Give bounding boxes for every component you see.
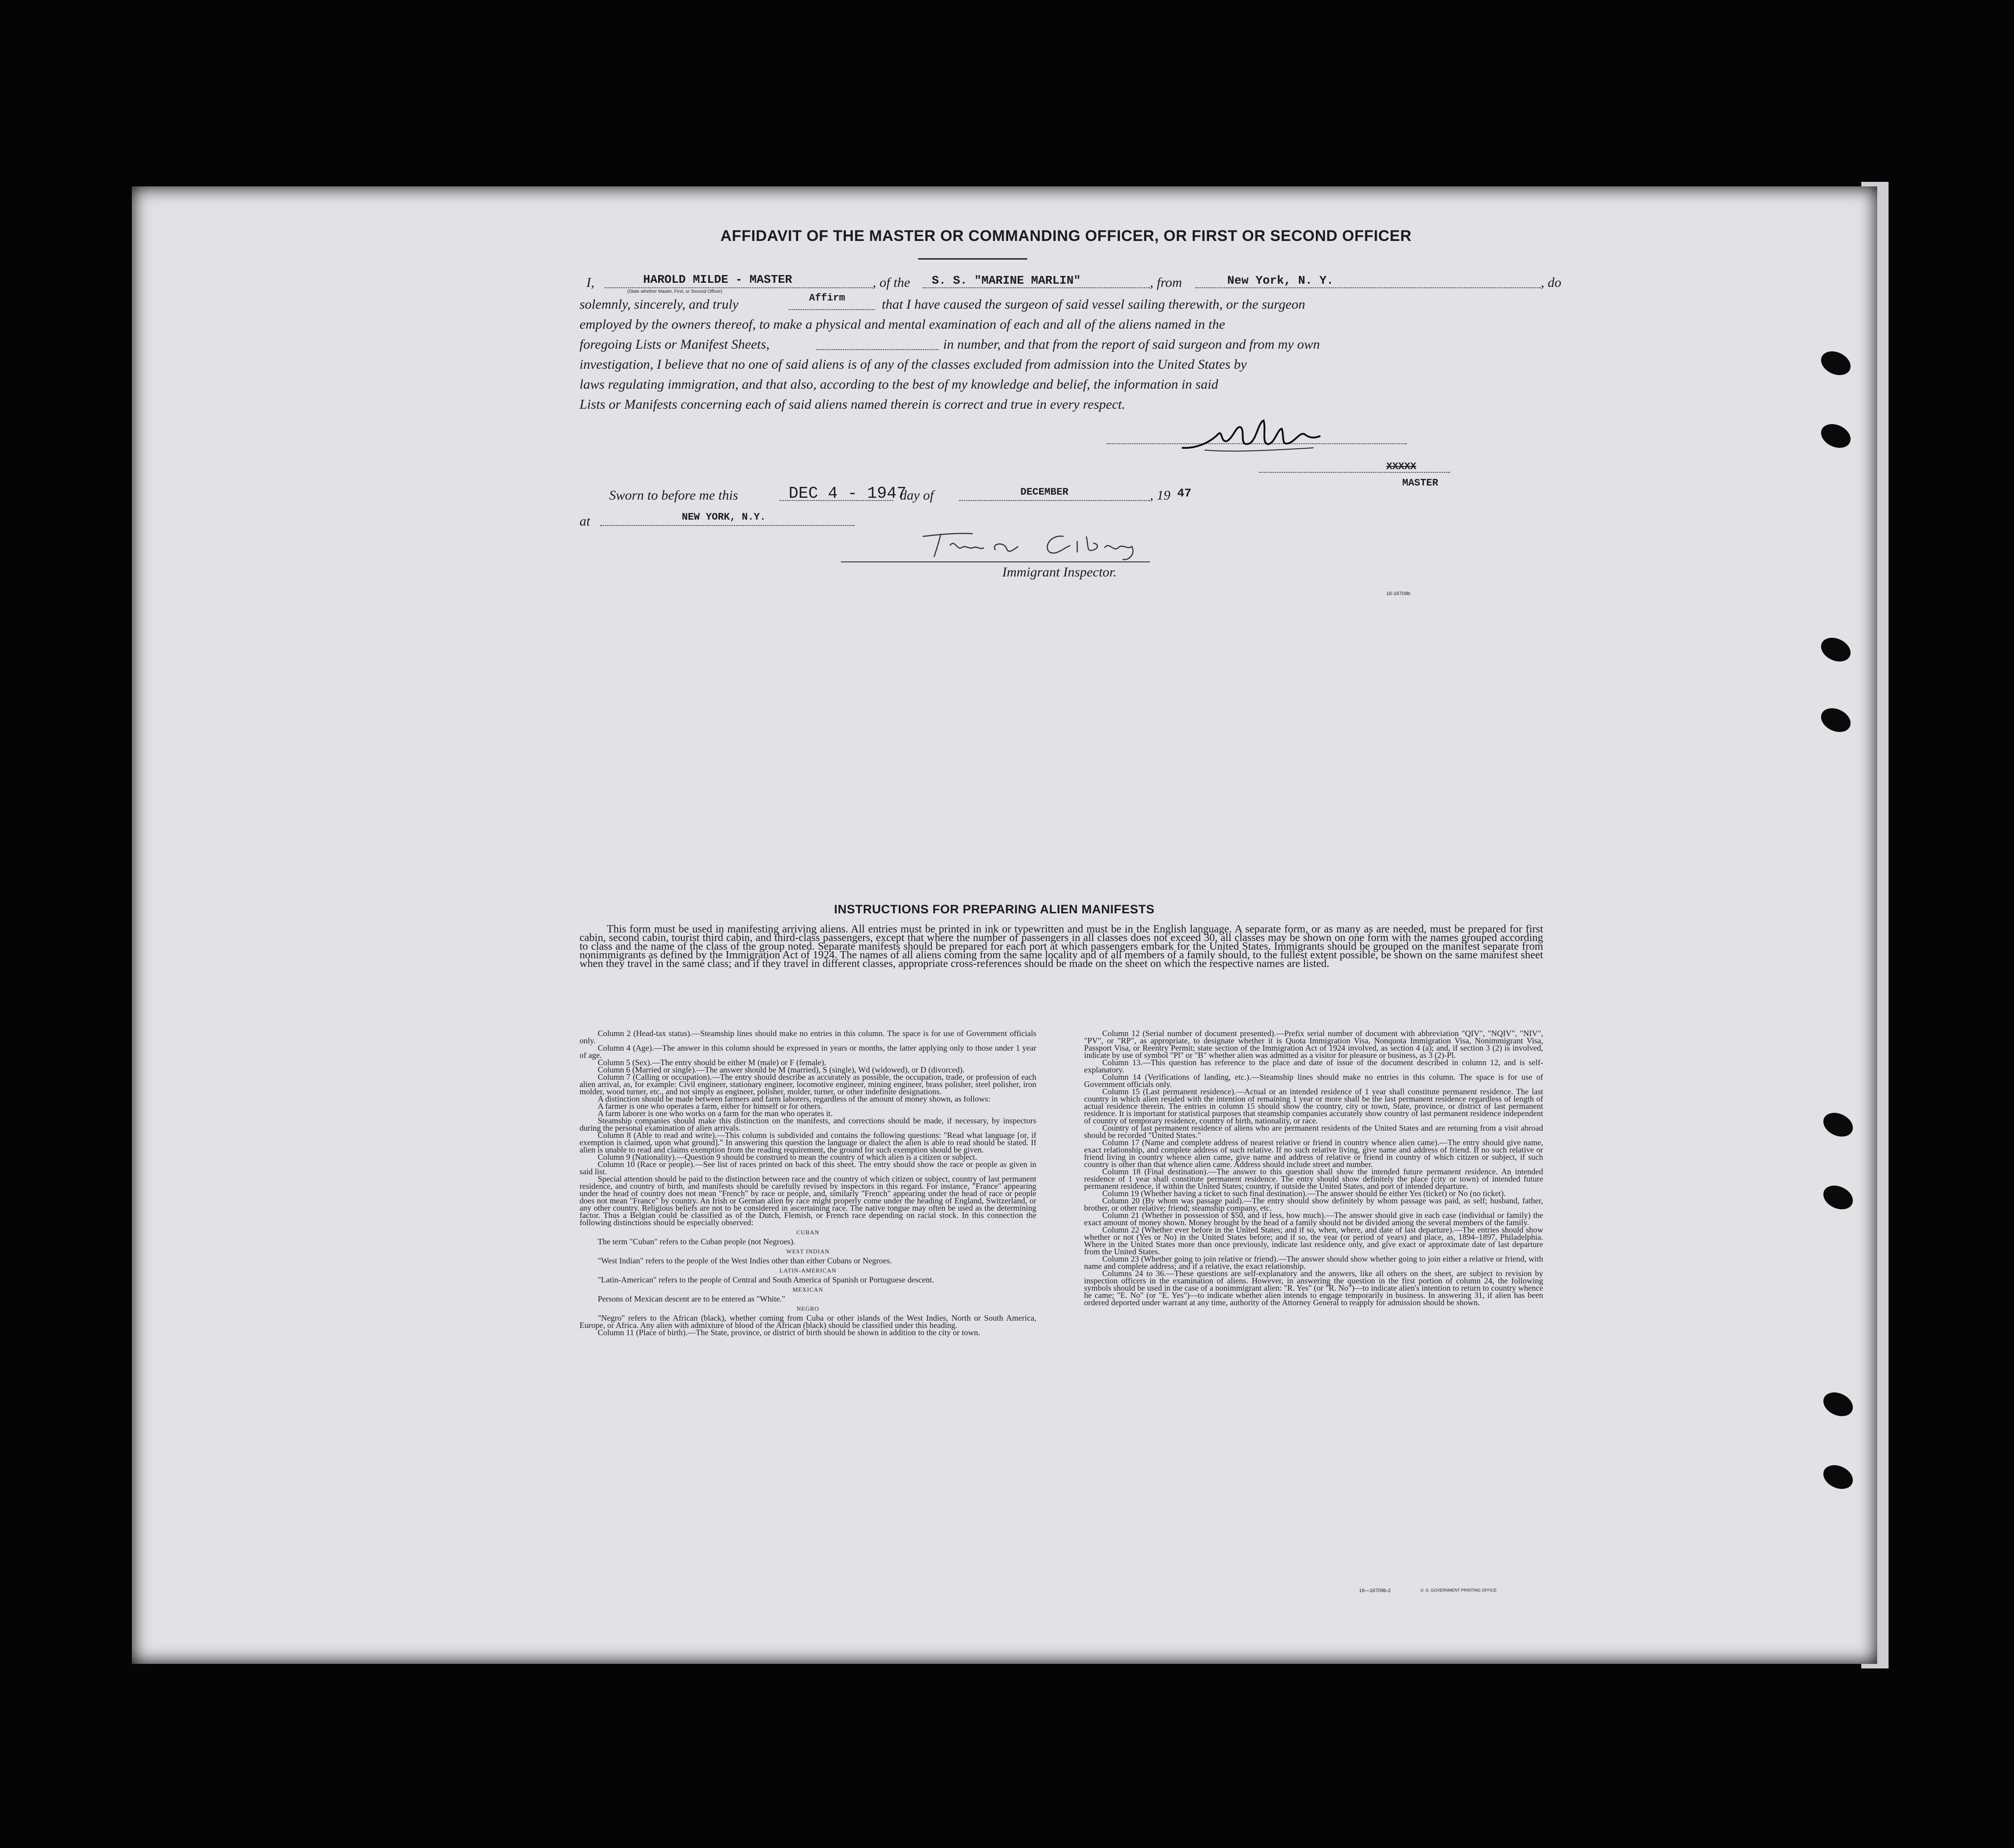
- right-paragraph: Column 14 (Verifications of landing, etc.).—Steamship lines should make no entries in this column. The space is for use of Government officials only.: [1084, 1072, 1543, 1089]
- left-paragraph: Special attention should be paid to the distinction between race and the country of which citizen or subject, country of last permanent residence, and country of birth, and manifests should be carefully revised by inspectors in this regard. For instance, "France" appearing under the head of country does not mean "French" by race or people, and, similarly "French" appearing under the head of race or people does not mean "France" by country. An Irish or German alien by race might properly come under the heading of England, Switzerland, or any other country. Religious beliefs are not to be considered in ascertaining race. The native tongue may often be used as the determining factor. Thus a Belgian could be classified as of the Dutch, Flemish, or French race depending on racial stock. In this connection the following distinctions should be especially observed:: [580, 1174, 1036, 1227]
- affidavit-line-4a: foregoing Lists or Manifest Sheets,: [580, 337, 770, 352]
- year-suffix: 47: [1177, 486, 1192, 500]
- left-paragraph: Column 9 (Nationality).—Question 9 should be construed to mean the country of which alien is a citizen or subject.: [598, 1152, 977, 1162]
- left-paragraph: Column 11 (Place of birth).—The State, province, or district of birth should be shown in addition to the city or town.: [598, 1328, 980, 1337]
- instructions-right-column: [1084, 1030, 1543, 1306]
- instructions-title: INSTRUCTIONS FOR PREPARING ALIEN MANIFESTS: [834, 902, 1155, 916]
- affidavit-line-5: investigation, I believe that no one of said aliens is of any of the classes excluded from admission into the United States by: [580, 357, 1247, 372]
- left-paragraph: Column 6 (Married or single).—The answer should be M (married), S (single), Wd (widowed), or D (divorced).: [598, 1065, 965, 1074]
- footer-code: 16—16709b-2: [1359, 1588, 1391, 1593]
- left-paragraph: Column 10 (Race or people).—See list of races printed on back of this sheet. The entry should show the race or people as given in said list.: [580, 1160, 1036, 1176]
- group-text: "West Indian" refers to the people of the West Indies other than either Cubans or Negroes.: [598, 1256, 892, 1265]
- from-label: , from: [1150, 275, 1182, 290]
- do-label: , do: [1541, 275, 1561, 290]
- month-value: DECEMBER: [1020, 486, 1069, 498]
- left-paragraph: Column 7 (Calling or occupation).—The entry should describe as accurately as possible, the occupation, trade, or profession of each alien arrival, as, for example: Civil engineer, stationary engineer, locomotive engineer, mining engineer, brass polisher, steel polisher, iron molder, wood turner, etc., and not simply as engineer, polisher, molder, turner, or other indefinite designations.: [580, 1072, 1036, 1096]
- month-line: [959, 500, 1150, 501]
- form-code: 16-16709b: [1386, 591, 1410, 596]
- vessel-line: [923, 287, 1150, 288]
- right-paragraph: Column 18 (Final destination).—The answer to this question shall show the intended future permanent residence. An intended residence of 1 year shall constitute permanent residence. The entry should show definitely the place (city or town) of intended future permanent residence, if within the United States; country, if outside the United States, and port of intended departure.: [1084, 1167, 1543, 1191]
- left-paragraph: A farm laborer is one who works on a farm for the man who operates it.: [598, 1109, 833, 1118]
- of-the-label: , of the: [873, 275, 910, 290]
- group-text: The term "Cuban" refers to the Cuban people (not Negroes).: [598, 1237, 795, 1246]
- officer-line: [605, 287, 873, 288]
- struck-title: XXXXX: [1386, 461, 1417, 472]
- right-paragraph: Column 19 (Whether having a ticket to such final destination).—The answer should be either Yes (ticket) or No (no ticket).: [1102, 1189, 1506, 1198]
- affirm-value: Affirm: [809, 292, 845, 304]
- right-paragraph: Column 21 (Whether in possession of $50, and if less, how much).—The answer should give in each case (individual or family) the exact amount of money shown. Money brought by the head of a family should not be divided among the several members of the family.: [1084, 1211, 1543, 1227]
- title-rule: [918, 258, 1027, 260]
- right-paragraph: Column 23 (Whether going to join relative or friend).—The answer should show whether going to join either a relative or friend, with name and complete address; and if a relative, the exact relationship.: [1084, 1254, 1543, 1271]
- inspector-line: [841, 561, 1150, 562]
- affirm-line: [789, 309, 875, 310]
- affidavit-line-3: employed by the owners thereof, to make a physical and mental examination of each and all of the aliens named in the: [580, 317, 1225, 332]
- group-heading: NEGRO: [796, 1305, 820, 1312]
- group-text: "Negro" refers to the African (black), whether coming from Cuba or other islands of the West Indies, North or South America, Europe, or Africa. Any alien with admixture of blood of the African (black) should be classified under this heading.: [580, 1313, 1036, 1330]
- right-paragraph: Column 13.—This question has reference to the place and date of issue of the document described in column 12, and is self-explanatory.: [1084, 1058, 1543, 1074]
- left-paragraph: Column 4 (Age).—The answer in this column should be expressed in years or months, the latter applying only to those under 1 year of age.: [580, 1043, 1036, 1060]
- affidavit-line-2: that I have caused the surgeon of said vessel sailing therewith, or the surgeon: [882, 297, 1305, 312]
- sworn-label: Sworn to before me this: [609, 488, 738, 503]
- year-prefix: , 19: [1150, 488, 1170, 503]
- left-paragraph: A farmer is one who operates a farm, either for himself or for others.: [598, 1102, 823, 1111]
- vessel-name: S. S. "MARINE MARLIN": [932, 274, 1081, 287]
- solemnly-label: solemnly, sincerely, and truly: [580, 297, 739, 312]
- port-line: [1195, 287, 1541, 288]
- title-line: [1259, 472, 1450, 473]
- place-value: NEW YORK, N.Y.: [682, 511, 766, 523]
- officer-note: (State whether Master, First, or Second Officer): [627, 289, 723, 294]
- master-signature: [1177, 416, 1323, 457]
- affidavit-line-6: laws regulating immigration, and that also, according to the best of my knowledge and belief, the information in said: [580, 377, 1219, 392]
- master-title: MASTER: [1402, 477, 1439, 489]
- group-text: "Latin-American" refers to the people of Central and South America of Spanish or Portuguese descent.: [598, 1275, 934, 1284]
- right-paragraph: Column 22 (Whether ever before in the United States; and if so, when, where, and date of last departure).—The entries should show whether or not (Yes or No) in the United States before; and if so, the year (or period of years) and place, as, 1894–1897, Philadelphia. Where in the United States more than once previously, indicate last residence only, and give exact or approximate date of last departure from the United States.: [1084, 1225, 1543, 1256]
- group-heading: LATIN-AMERICAN: [779, 1267, 837, 1274]
- printer-imprint: U. S. GOVERNMENT PRINTING OFFICE: [1420, 1588, 1497, 1593]
- right-paragraph: Column 20 (By whom was passage paid).—The entry should show definitely by whom passage was paid, as self; husband, father, brother, or other relative; friend; steamship company, etc.: [1084, 1196, 1543, 1212]
- manifest-sheet: [132, 186, 1877, 1664]
- inspector-signature: [914, 523, 1150, 564]
- affidavit-line-4b: in number, and that from the report of said surgeon and from my own: [943, 337, 1320, 352]
- right-paragraph: Column 17 (Name and complete address of nearest relative or friend in country whence alien came).—The entry should give name, exact relationship, and complete address of such relative. If no such relative living, give name and address of friend. If no such relative or friend living in country whence alien came, give name and address of relative or friend in country of which citizen or subject, if such country is other than that whence alien came. Address should include street and number.: [1084, 1138, 1543, 1169]
- instructions-intro: This form must be used in manifesting arriving aliens. All entries must be printed in ink or typewritten and must be in the English language. A separate form, or as many as are needed, must be prepared for first cabin, second cabin, tourist third cabin, and third-class passengers, except that where the number of passengers in all classes does not exceed 30, all classes may be shown on one form with the names grouped according to class and the name of the class of the group noted. Separate manifests should be prepared for each port at which passengers embark for the United States. Immigrants should be grouped on the manifest separate from nonimmigrants as defined by the Immigration Act of 1924. The names of all aliens coming from the same locality and of all members of a family should, to the fullest extent possible, be shown on the same manifest sheet when they travel in the same class; and if they travel in different classes, appropriate cross-references should be made on the sheet on which the respective names are listed.: [580, 923, 1543, 970]
- right-paragraph: Country of last permanent residence of aliens who are permanent residents of the United States and are returning from a visit abroad should be recorded "United States.": [1084, 1123, 1543, 1140]
- affidavit-title: AFFIDAVIT OF THE MASTER OR COMMANDING OFFICER, OR FIRST OR SECOND OFFICER: [720, 227, 1412, 245]
- right-paragraph: Column 15 (Last permanent residence).—Actual or an intended residence of 1 year shall constitute permanent residence. The last country in which alien resided with the intention of remaining 1 year or more shall be the last permanent residence regardless of length of actual residence therein. The entries in column 15 should show the country, city or town, State, province, or district of last permanent residence. It is important for statistical purposes that steamship companies accurately show country of last permanent residence independent of country of temporary residence, country of birth, nationality, or race.: [1084, 1087, 1543, 1125]
- group-heading: CUBAN: [796, 1229, 820, 1236]
- left-paragraph: Steamship companies should make this distinction on the manifests, and corrections should be made, if necessary, by inspectors during the personal examination of alien arrivals.: [580, 1116, 1036, 1132]
- right-paragraph: Columns 24 to 36.—These questions are self-explanatory and the answers, like all others on the sheet, are subject to revision by inspection officers in the examination of aliens. However, in answering the question in the first portion of column 24, the following symbols should be used in the case of a nonimmigrant alien: "R. Yes" (or "R. No")—to indicate alien's intention to return to country whence he came; "E. No" (or "E. Yes")—to indicate whether alien intends to engage temporarily in business. In answering 31, if alien has been ordered deported under warrant at any time, authority of the Attorney General to reapply for admission should be shown.: [1084, 1269, 1543, 1307]
- officer-name: HAROLD MILDE - MASTER: [643, 273, 792, 286]
- group-text: Persons of Mexican descent are to be entered as "White.": [598, 1294, 785, 1303]
- left-paragraph: Column 8 (Able to read and write).—This column is subdivided and contains the following questions: "Read what language [or, if exemption is claimed, upon what ground]." In answering this question the language or dialect the alien is able to read should be stated. If alien is unable to read and claims exemption from the reading requirement, the ground for such exemption should be given.: [580, 1131, 1036, 1154]
- affidavit-line-7: Lists or Manifests concerning each of said aliens named therein is correct and true in every respect.: [580, 397, 1125, 412]
- instructions-left-column: [580, 1030, 1036, 1336]
- left-paragraph: Column 5 (Sex).—The entry should be either M (male) or F (female).: [598, 1058, 826, 1067]
- group-heading: WEST INDIAN: [786, 1248, 830, 1255]
- day-of-label: day of: [900, 488, 934, 503]
- left-paragraph: A distinction should be made between farmers and farm laborers, regardless of the amount of money shown, as follows:: [598, 1094, 990, 1103]
- inspector-label: Immigrant Inspector.: [1002, 565, 1117, 580]
- sworn-date-stamp: DEC 4 - 1947: [789, 484, 907, 503]
- i-label: I,: [586, 275, 595, 290]
- number-line: [816, 349, 939, 350]
- left-paragraph: Column 2 (Head-tax status).—Steamship lines should make no entries in this column. The space is for use of Government officials only.: [580, 1029, 1036, 1045]
- group-heading: MEXICAN: [792, 1286, 824, 1293]
- port-name: New York, N. Y.: [1227, 274, 1334, 287]
- place-line: [600, 525, 855, 526]
- right-paragraph: Column 12 (Serial number of document presented).—Prefix serial number of document with abbreviation "QIV", "NQIV", "NIV", "PV", or "RP", as appropriate, to designate whether it is Quota Immigration Visa, Nonquota Immigration Visa, Nonimmigrant Visa, Passport Visa, or Reentry Permit; state section of the Immigration Act of 1924 involved, as section 4 (a); and, if section 3 (2) is involved, indicate by use of symbol "Pl" or "B" whether alien was admitted as a visitor for pleasure or business, as 3 (2)-Pl.: [1084, 1029, 1543, 1060]
- at-label: at: [580, 514, 590, 529]
